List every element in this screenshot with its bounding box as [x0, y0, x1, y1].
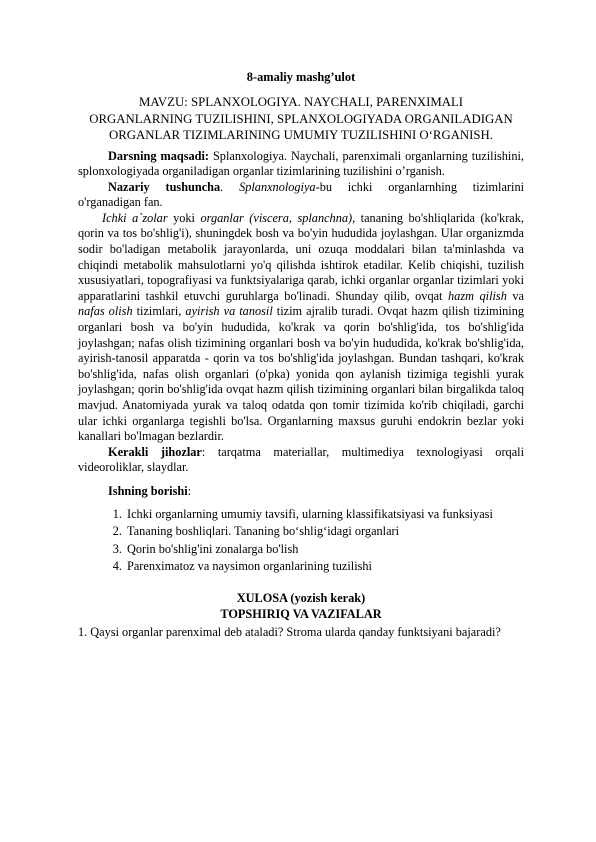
goal-text: Splanxologiya. Naychali, parenximali organlarning tuzilishini, splonxologiyada organiladigan organlar tizimlarining tuzilishini o’rganish. — [78, 148, 524, 179]
concept-separator: . — [220, 179, 240, 194]
body-text: , tananing bo'shliqlarida (ko'krak, qorin va tos bo'shlig'i), shuningdek bosh va bo'yin hududida joylashgan. Ular organizmda sodir bo'ladigan metabolik jarayonlarda, uni ozuqa moddalari bilan ta'minlashda va chiqindi metabolik mahsulotlarni yo'q qilishda ishtirok etadilar. Kelib chiqishi, tuzilish xususiyatlari, topografiyasi va funktsiyalariga qarab, ichki organlar organlar tizimlari yoki apparatlarini tashkil etuvchi guruhlarga bo'linadi. Shunday qilib, ovqat — [78, 210, 524, 303]
document-page — [78, 70, 524, 640]
body-text: yoki — [167, 210, 201, 225]
topic-heading: MAVZU: SPLANXOLOGIYA. NAYCHALI, PARENXIMALI ORGANLARNING TUZILISHINI, SPLANXOLOGIYADA ORGANILADIGAN ORGANLAR TIZIMLARINING UMUMIY TUZILISHINI O‘RGANISH. — [89, 95, 513, 142]
body-italic-ayirish: ayirish va tanosil — [185, 304, 273, 319]
procedure-colon: : — [187, 483, 192, 498]
equipment-text: : tarqatma materiallar, multimediya texnologiyasi orqali videoroliklar, slaydlar. — [78, 444, 524, 475]
concept-label: Nazariy tushuncha — [108, 179, 221, 194]
list-item: 4. Parenximatoz va naysimon organlarining tuzilishi — [125, 558, 524, 576]
list-item: 2. Tananing boshliqlari. Tananing bo‘shlig‘idagi organlari — [125, 523, 524, 541]
body-italic-ichki: Ichki a`zolar — [102, 210, 168, 225]
body-italic-hazm: hazm qilish — [448, 288, 507, 303]
body-text: tizim ajralib turadi. Ovqat hazm qilish tizimining organlari bosh va bo'yin hududida, ko'krak va qorin bo'shlig'ida, tos bo'shlig'ida joylashgan; nafas olish tizimining organlari bosh va bo'yin hududida, ko'krak bo'shlig'ida, ayirish-tanosil apparatda - qorin va tos bo'shlig'ida joylashgan. Bundan tashqari, ko'krak bo'shlig'ida, nafas olish organlari (o'pka) yonida qon aylanish tizimiga tegishli yurak joylashgan; qorin bo'shlig'ida ovqat hazm qilish tizimining organlari bilan birgalikda taloq mavjud. Anatomiyada yurak va taloq odatda qon tomir tizimida ko'rib chiqiladi, garchi ular ichki organlarga tegishli bo'lsa. Organlarning maxsus guruhi endokrin bezlar yoki kanallari bo'lmagan bezlardir. — [78, 304, 524, 444]
question-1: 1. Qaysi organlar parenximal deb ataladi? Stroma ularda qanday funktsiyani bajaradi? — [78, 624, 501, 639]
body-paragraph — [78, 211, 524, 445]
procedure-heading — [108, 484, 524, 500]
body-italic-organlar: organlar (viscera, splanchna) — [200, 210, 353, 225]
body-italic-nafas: nafas olish — [78, 304, 133, 319]
lesson-title: 8-amaliy mashg’ulot — [246, 70, 356, 84]
goal-label: Darsning maqsadi: — [108, 148, 209, 163]
list-item: 3. Qorin bo'shlig'ini zonalarga bo'lish — [125, 541, 524, 559]
tasks-heading: TOPSHIRIQ VA VAZIFALAR — [220, 606, 382, 621]
concept-text: -bu ichki organlarnhing tizimlarini o'rganadigan fan. — [78, 179, 525, 210]
conclusion-heading: XULOSA (yozish kerak) — [236, 590, 366, 605]
equipment-label: Kerakli jihozlar — [108, 444, 202, 459]
procedure-label: Ishning borishi — [108, 483, 188, 498]
concept-term: Splanxnologiya — [239, 179, 316, 194]
body-text: va — [506, 288, 525, 303]
equipment-paragraph — [78, 445, 524, 476]
procedure-list — [78, 506, 524, 576]
concept-paragraph — [78, 180, 524, 211]
list-item: 1. Ichki organlarning umumiy tavsifi, ularning klassifikatsiyasi va funksiyasi — [125, 506, 524, 524]
goal-paragraph — [78, 149, 524, 180]
body-text: tizimlari, — [132, 304, 186, 319]
